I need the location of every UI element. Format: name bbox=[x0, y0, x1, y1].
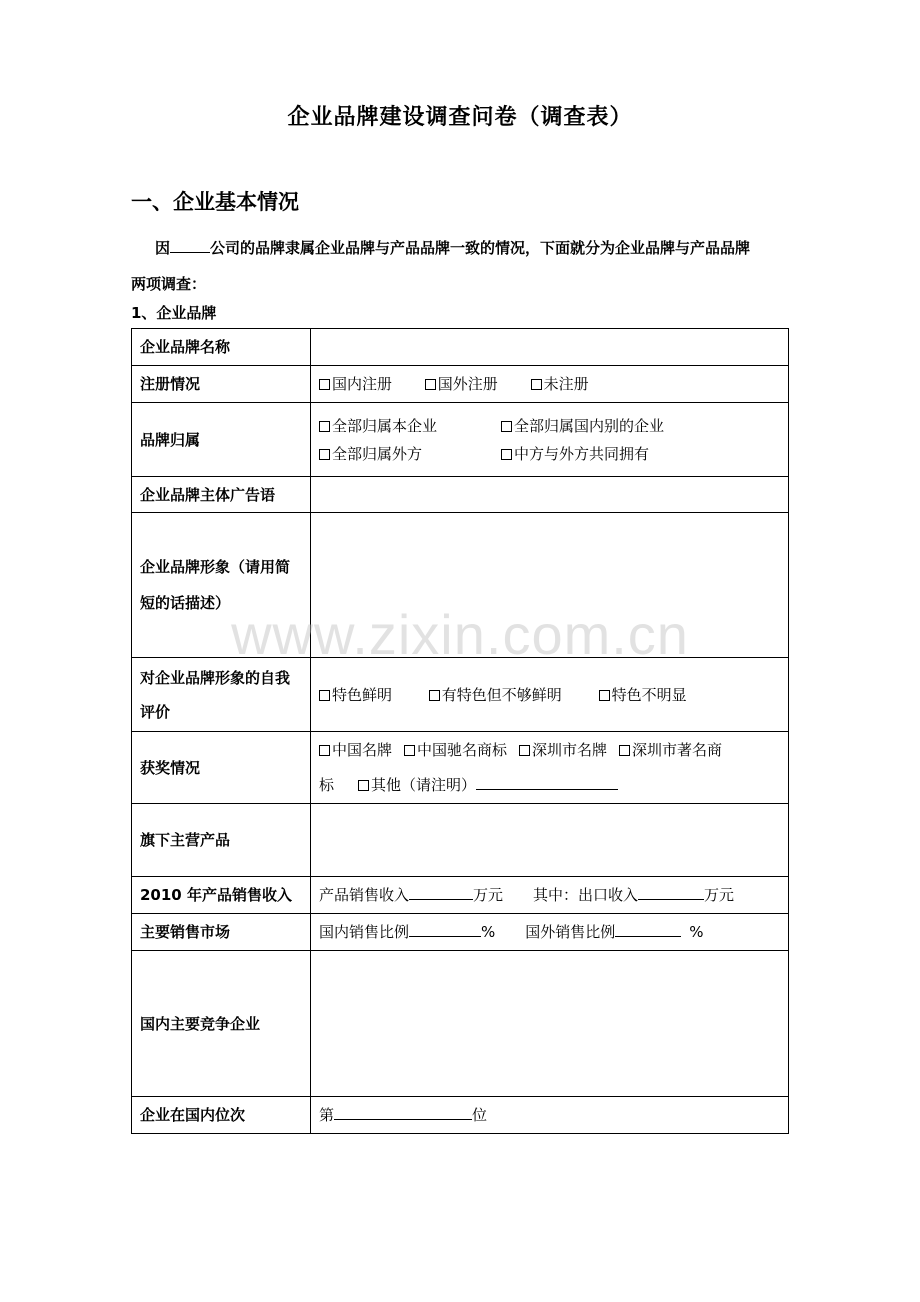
sales-market-fields bbox=[311, 914, 789, 951]
intro-text-rest: 公司的品牌隶属企业品牌与产品品牌一致的情况，下面就分为企业品牌与产品品牌 bbox=[210, 239, 751, 257]
intro-paragraph bbox=[131, 230, 791, 302]
option-not-distinctive[interactable]: 特色不明显 bbox=[599, 681, 687, 709]
checkbox-icon[interactable] bbox=[429, 690, 440, 701]
revenue-blank[interactable] bbox=[409, 883, 473, 900]
row-main-products bbox=[132, 804, 789, 877]
label-sales-market: 主要销售市场 bbox=[132, 914, 311, 951]
self-evaluation-options bbox=[311, 658, 789, 732]
checkbox-icon[interactable] bbox=[599, 690, 610, 701]
company-name-blank[interactable] bbox=[170, 238, 210, 253]
row-revenue bbox=[132, 877, 789, 914]
registration-options bbox=[311, 366, 789, 403]
row-brand-image bbox=[132, 513, 789, 658]
label-competitors: 国内主要竞争企业 bbox=[132, 951, 311, 1097]
intro-text-start: 因 bbox=[155, 239, 171, 257]
checkbox-icon[interactable] bbox=[319, 449, 330, 460]
document-title: 企业品牌建设调查问卷（调查表） bbox=[287, 105, 633, 130]
option-all-foreign[interactable]: 全部归属外方 bbox=[319, 440, 479, 468]
awards-line2-prefix: 标 bbox=[319, 775, 335, 794]
option-all-own-enterprise[interactable]: 全部归属本企业 bbox=[319, 412, 479, 440]
export-revenue-blank[interactable] bbox=[638, 883, 704, 900]
label-revenue: 2010 年产品销售收入 bbox=[132, 877, 311, 914]
revenue-unit: 万元 bbox=[473, 886, 504, 904]
competitors-field[interactable] bbox=[311, 951, 789, 1097]
subsection-heading: 1、企业品牌 bbox=[131, 304, 217, 322]
row-sales-market bbox=[132, 914, 789, 951]
domestic-rank-field bbox=[311, 1097, 789, 1134]
option-china-brand[interactable]: 中国名牌 bbox=[319, 733, 392, 768]
checkbox-icon[interactable] bbox=[519, 745, 530, 756]
foreign-ratio-label: 国外销售比例 bbox=[525, 923, 616, 941]
foreign-ratio-blank[interactable] bbox=[615, 920, 681, 937]
rank-prefix: 第 bbox=[319, 1106, 335, 1124]
row-competitors bbox=[132, 951, 789, 1097]
brand-image-field[interactable] bbox=[311, 513, 789, 658]
section-heading: 一、企业基本情况 bbox=[131, 190, 299, 214]
foreign-ratio-unit: % bbox=[689, 923, 704, 941]
row-ownership bbox=[132, 403, 789, 477]
revenue-label: 产品销售收入 bbox=[319, 886, 410, 904]
checkbox-icon[interactable] bbox=[319, 745, 330, 756]
revenue-fields bbox=[311, 877, 789, 914]
ownership-options bbox=[311, 403, 789, 477]
checkbox-icon[interactable] bbox=[319, 379, 330, 390]
main-products-field[interactable] bbox=[311, 804, 789, 877]
option-china-well-known-trademark[interactable]: 中国驰名商标 bbox=[404, 733, 507, 768]
row-domestic-rank bbox=[132, 1097, 789, 1134]
checkbox-icon[interactable] bbox=[358, 780, 369, 791]
export-revenue-unit: 万元 bbox=[704, 886, 735, 904]
option-distinctive[interactable]: 特色鲜明 bbox=[319, 681, 392, 709]
row-brand-name bbox=[132, 329, 789, 366]
brand-name-field[interactable] bbox=[311, 329, 789, 366]
checkbox-icon[interactable] bbox=[425, 379, 436, 390]
option-domestic-registration[interactable]: 国内注册 bbox=[319, 370, 392, 398]
rank-blank[interactable] bbox=[334, 1103, 472, 1120]
slogan-field[interactable] bbox=[311, 477, 789, 513]
row-self-evaluation bbox=[132, 658, 789, 732]
label-awards: 获奖情况 bbox=[132, 732, 311, 804]
option-joint-ownership[interactable]: 中方与外方共同拥有 bbox=[501, 440, 649, 468]
label-main-products: 旗下主营产品 bbox=[132, 804, 311, 877]
checkbox-icon[interactable] bbox=[404, 745, 415, 756]
intro-text-line2: 两项调查： bbox=[131, 275, 207, 293]
row-awards bbox=[132, 732, 789, 804]
label-registration: 注册情况 bbox=[132, 366, 311, 403]
option-other-award[interactable]: 其他（请注明） bbox=[358, 768, 476, 803]
option-all-other-domestic[interactable]: 全部归属国内别的企业 bbox=[501, 412, 664, 440]
option-shenzhen-famous-trademark[interactable]: 深圳市著名商 bbox=[619, 733, 722, 768]
checkbox-icon[interactable] bbox=[619, 745, 630, 756]
watermark: www.zixin.com.cn bbox=[231, 603, 689, 666]
label-domestic-rank: 企业在国内位次 bbox=[132, 1097, 311, 1134]
rank-suffix: 位 bbox=[472, 1106, 488, 1124]
checkbox-icon[interactable] bbox=[501, 421, 512, 432]
export-revenue-label: 其中：出口收入 bbox=[533, 886, 639, 904]
domestic-ratio-blank[interactable] bbox=[409, 920, 481, 937]
row-slogan bbox=[132, 477, 789, 513]
label-self-evaluation: 对企业品牌形象的自我评价 bbox=[132, 658, 311, 732]
label-ownership: 品牌归属 bbox=[132, 403, 311, 477]
checkbox-icon[interactable] bbox=[501, 449, 512, 460]
checkbox-icon[interactable] bbox=[319, 421, 330, 432]
domestic-ratio-label: 国内销售比例 bbox=[319, 923, 410, 941]
brand-survey-table bbox=[131, 328, 789, 1134]
label-slogan: 企业品牌主体广告语 bbox=[132, 477, 311, 513]
checkbox-icon[interactable] bbox=[319, 690, 330, 701]
domestic-ratio-unit: % bbox=[481, 923, 496, 941]
option-somewhat-distinctive[interactable]: 有特色但不够鲜明 bbox=[429, 681, 562, 709]
option-shenzhen-brand[interactable]: 深圳市名牌 bbox=[519, 733, 607, 768]
option-foreign-registration[interactable]: 国外注册 bbox=[425, 370, 498, 398]
label-brand-name: 企业品牌名称 bbox=[132, 329, 311, 366]
checkbox-icon[interactable] bbox=[531, 379, 542, 390]
awards-options bbox=[311, 732, 789, 804]
other-award-blank[interactable] bbox=[476, 773, 618, 790]
row-registration bbox=[132, 366, 789, 403]
option-not-registered[interactable]: 未注册 bbox=[531, 370, 589, 398]
label-brand-image: 企业品牌形象（请用简短的话描述） bbox=[132, 513, 311, 658]
